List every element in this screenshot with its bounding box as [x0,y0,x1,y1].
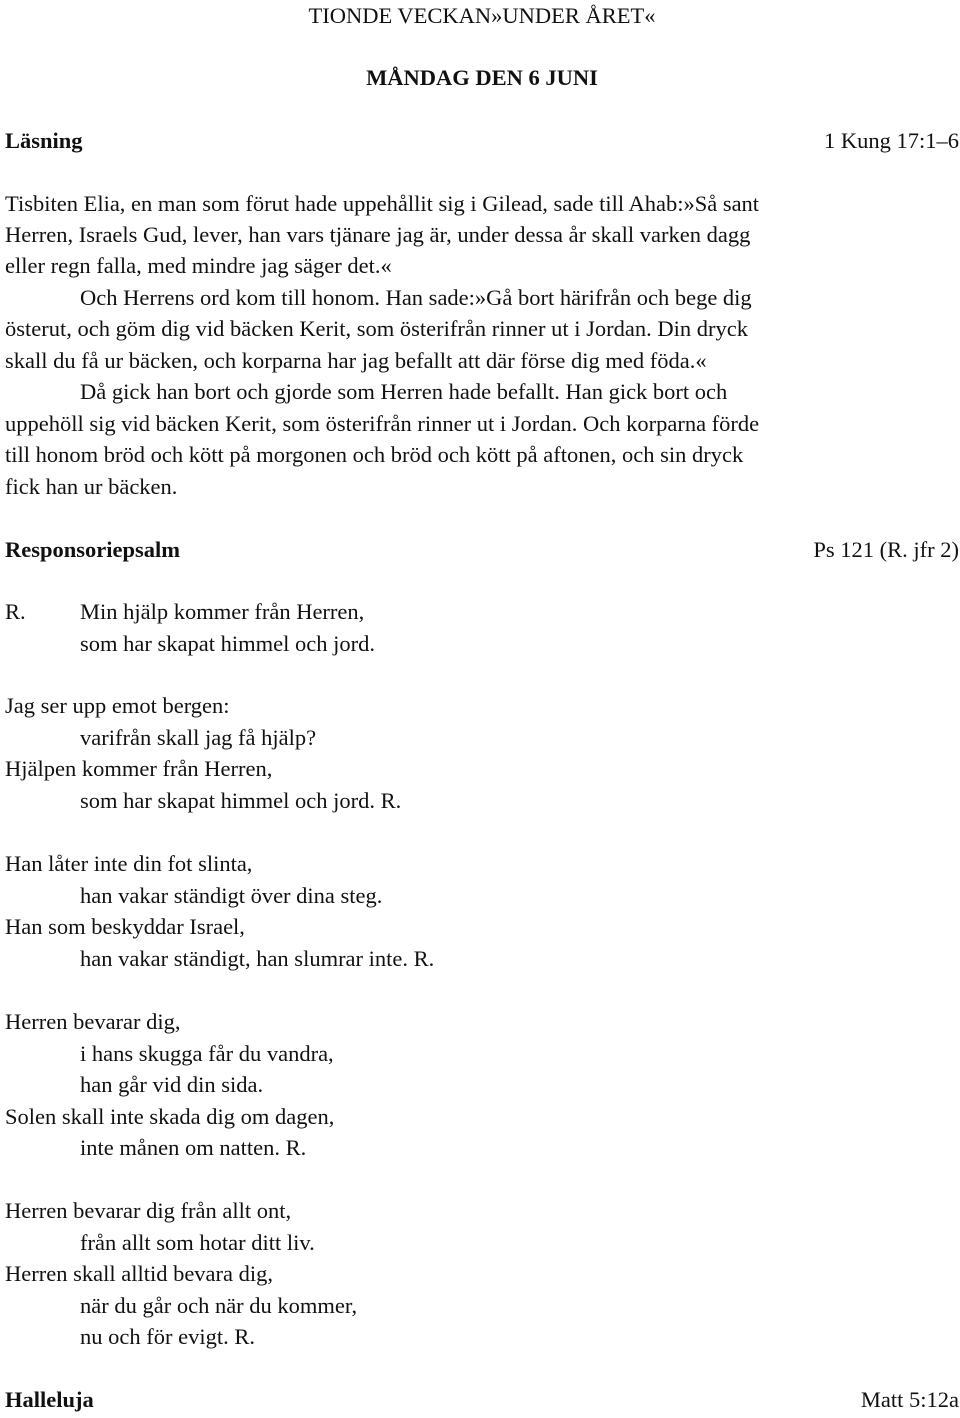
response-line: Min hjälp kommer från Herren, [80,599,365,624]
response-marker: R. [5,599,26,624]
stanza-line: Herren bevarar dig, [5,1009,181,1034]
reading-reference: 1 Kung 17:1–6 [824,128,959,153]
reading-line: skall du få ur bäcken, och korparna har jag befallt att där förse dig med föda.« [5,348,707,373]
reading-label: Läsning [5,128,83,153]
stanza-line: Hjälpen kommer från Herren, [5,756,273,781]
reading-line: Och Herrens ord kom till honom. Han sade:»Gå bort härifrån och bege dig [80,285,752,310]
stanza-line: i hans skugga får du vandra, [80,1041,334,1066]
stanza-line: inte månen om natten. R. [80,1135,307,1160]
stanza-line: Han som beskyddar Israel, [5,914,245,939]
stanza-line: Herren bevarar dig från allt ont, [5,1198,292,1223]
reading-line: Herren, Israels Gud, lever, han vars tjänare jag är, under dessa år skall varken dagg [5,222,751,247]
reading-line: Då gick han bort och gjorde som Herren hade befallt. Han gick bort och [80,379,728,404]
alleluia-reference: Matt 5:12a [860,1387,959,1412]
alleluia-label: Halleluja [5,1387,94,1412]
day-title: MÅNDAG DEN 6 JUNI [366,65,598,90]
reading-line: österut, och göm dig vid bäcken Kerit, som österifrån rinner ut i Jordan. Din dryck [5,316,748,341]
stanza-line: Solen skall inte skada dig om dagen, [5,1104,335,1129]
psalm-reference: Ps 121 (R. jfr 2) [813,537,959,562]
reading-line: till honom bröd och kött på morgonen och bröd och kött på aftonen, och sin dryck [5,442,744,467]
stanza-line: han går vid din sida. [80,1072,264,1097]
stanza-line: Han låter inte din fot slinta, [5,851,253,876]
stanza-line: från allt som hotar ditt liv. [80,1230,315,1255]
stanza-line: Herren skall alltid bevara dig, [5,1261,274,1286]
stanza-line: han vakar ständigt, han slumrar inte. R. [80,946,435,971]
response-line: som har skapat himmel och jord. [80,631,375,656]
reading-line: Tisbiten Elia, en man som förut hade uppehållit sig i Gilead, sade till Ahab:»Så sant [5,191,760,216]
stanza-line: nu och för evigt. R. [80,1324,255,1349]
psalm-label: Responsoriepsalm [5,537,181,562]
stanza-line: Jag ser upp emot bergen: [5,693,230,718]
stanza-line: han vakar ständigt över dina steg. [80,883,383,908]
stanza-line: varifrån skall jag få hjälp? [80,725,317,750]
stanza-line: när du går och när du kommer, [80,1293,358,1318]
stanza-line: som har skapat himmel och jord. R. [80,788,402,813]
reading-line: eller regn falla, med mindre jag säger det.« [5,253,392,278]
reading-line: uppehöll sig vid bäcken Kerit, som österifrån rinner ut i Jordan. Och korparna förde [5,411,760,436]
week-title: TIONDE VECKAN»UNDER ÅRET« [308,3,656,28]
reading-line: fick han ur bäcken. [5,474,178,499]
